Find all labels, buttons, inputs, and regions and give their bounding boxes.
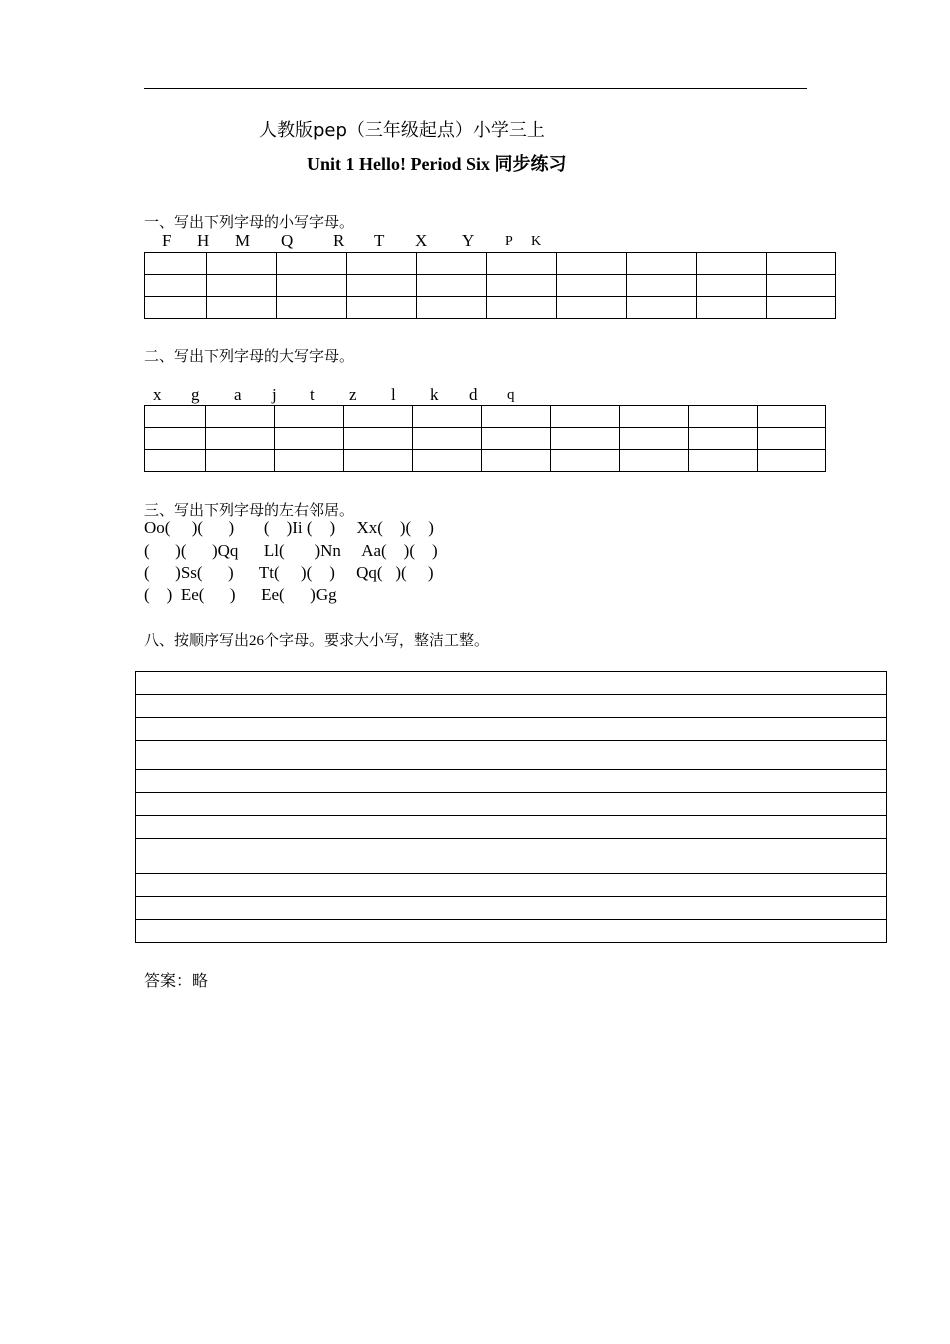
grid-cell [482, 406, 551, 428]
grid-cell [697, 275, 767, 297]
top-rule [144, 88, 807, 89]
grid-cell [145, 428, 206, 450]
letter: K [531, 234, 542, 249]
grid-row [145, 253, 836, 275]
grid-cell [347, 297, 417, 319]
letter: j [272, 385, 277, 404]
title-line-1: 人教版pep（三年级起点）小学三上 [259, 120, 545, 141]
grid-row [145, 275, 836, 297]
writing-line [136, 793, 886, 816]
grid-cell [627, 253, 697, 275]
grid-row [145, 450, 826, 472]
grid-row [145, 297, 836, 319]
grid-cell [482, 450, 551, 472]
grid-cell [417, 253, 487, 275]
grid-cell [413, 406, 482, 428]
grid-cell [207, 297, 277, 319]
letter: t [310, 385, 315, 404]
grid-cell [482, 428, 551, 450]
letter: g [191, 385, 200, 404]
letter: z [349, 385, 357, 404]
grid-cell [145, 253, 207, 275]
grid-cell [557, 275, 627, 297]
writing-line [136, 672, 886, 695]
writing-line [136, 897, 886, 920]
grid-cell [275, 428, 344, 450]
grid-cell [767, 297, 836, 319]
grid-cell [487, 275, 557, 297]
letter: Q [281, 231, 294, 250]
grid-cell [275, 406, 344, 428]
title-practice: 同步练习 [494, 154, 567, 175]
grid-cell [347, 275, 417, 297]
letter: a [234, 385, 242, 404]
writing-line [136, 695, 886, 718]
writing-line [136, 816, 886, 839]
grid-cell [207, 275, 277, 297]
neighbor-line: ( )Ss( ) Tt( )( ) Qq( )( ) [144, 563, 434, 582]
writing-line [136, 839, 886, 874]
grid-cell [275, 450, 344, 472]
grid-cell [207, 253, 277, 275]
section2-letters [0, 385, 950, 407]
letter: R [333, 231, 345, 250]
grid-cell [145, 450, 206, 472]
grid-cell [417, 275, 487, 297]
grid-cell [277, 297, 347, 319]
grid-cell [767, 275, 836, 297]
grid-cell [758, 406, 826, 428]
grid-cell [277, 253, 347, 275]
grid-cell [697, 297, 767, 319]
grid-cell [758, 450, 826, 472]
grid-cell [206, 428, 275, 450]
grid-cell [620, 428, 689, 450]
grid-cell [689, 428, 758, 450]
letter: Y [462, 231, 475, 250]
grid-cell [487, 253, 557, 275]
writing-line [136, 741, 886, 770]
letter: k [430, 385, 439, 404]
answer-note: 答案：略 [144, 973, 209, 990]
title-unit: Unit 1 Hello! Period Six [307, 154, 490, 174]
grid-cell [551, 406, 620, 428]
neighbor-line: ( )( )Qq Ll( )Nn Aa( )( ) [144, 541, 438, 560]
letter: M [235, 231, 251, 250]
grid-cell [627, 297, 697, 319]
grid-cell [551, 428, 620, 450]
section3-heading: 三、写出下列字母的左右邻居。 [144, 503, 355, 519]
title-line-2 [307, 150, 567, 176]
grid-cell [697, 253, 767, 275]
grid-cell [145, 297, 207, 319]
grid-cell [206, 406, 275, 428]
grid-cell [413, 428, 482, 450]
section8-heading: 八、按顺序写出26个字母。要求大小写，整洁工整。 [144, 633, 490, 649]
letter: F [162, 231, 172, 250]
grid-cell [627, 275, 697, 297]
letter: H [197, 231, 210, 250]
neighbor-line: ( ) Ee( ) Ee( )Gg [144, 585, 337, 604]
grid-cell [689, 450, 758, 472]
grid-cell [344, 428, 413, 450]
section2-grid [144, 405, 826, 472]
grid-cell [277, 275, 347, 297]
grid-cell [206, 450, 275, 472]
letter: X [415, 231, 428, 250]
grid-cell [344, 450, 413, 472]
letter: l [391, 385, 396, 404]
grid-row [145, 406, 826, 428]
writing-lines [135, 671, 887, 943]
letter: q [507, 387, 515, 403]
grid-cell [145, 406, 206, 428]
grid-cell [487, 297, 557, 319]
neighbor-line: Oo( )( ) ( )Ii ( ) Xx( )( ) [144, 518, 434, 537]
grid-cell [417, 297, 487, 319]
grid-cell [413, 450, 482, 472]
letter: d [469, 385, 478, 404]
writing-line [136, 718, 886, 741]
grid-cell [758, 428, 826, 450]
grid-row [145, 428, 826, 450]
letter: x [153, 385, 162, 404]
grid-cell [620, 406, 689, 428]
letter: P [505, 234, 513, 249]
grid-cell [145, 275, 207, 297]
grid-cell [344, 406, 413, 428]
section1-grid [144, 252, 836, 319]
section2-heading: 二、写出下列字母的大写字母。 [144, 349, 355, 365]
grid-cell [767, 253, 836, 275]
section1-heading: 一、写出下列字母的小写字母。 [144, 215, 355, 231]
writing-line [136, 874, 886, 897]
writing-line [136, 920, 886, 942]
letter: T [374, 231, 385, 250]
grid-cell [551, 450, 620, 472]
grid-cell [557, 297, 627, 319]
grid-cell [620, 450, 689, 472]
writing-line [136, 770, 886, 793]
section1-letters [0, 231, 950, 253]
grid-cell [557, 253, 627, 275]
grid-cell [689, 406, 758, 428]
grid-cell [347, 253, 417, 275]
